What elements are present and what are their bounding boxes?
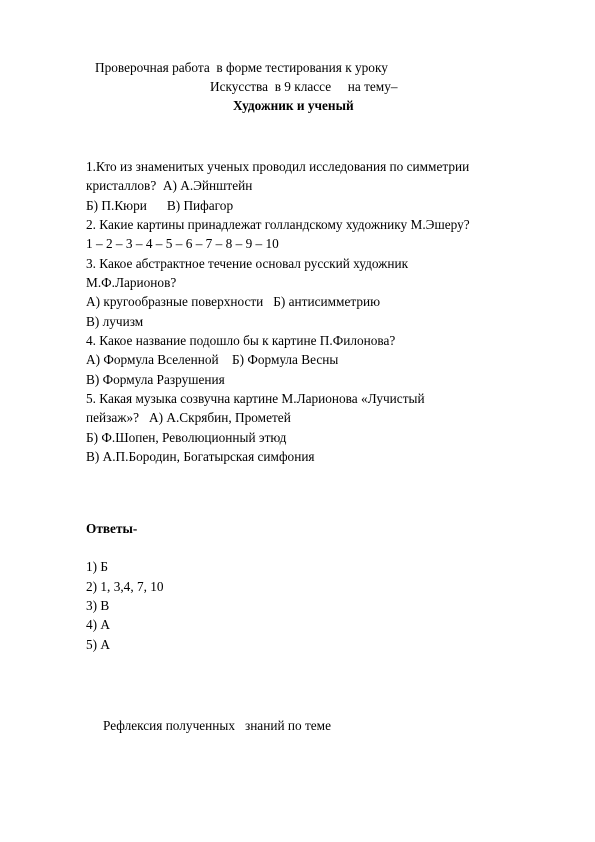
question-5-line-2: пейзаж»? А) А.Скрябин, Прометей (86, 410, 291, 425)
question-5-line-1: 5. Какая музыка созвучна картине М.Ларионова «Лучистый (86, 391, 425, 406)
answer-item-3: 3) В (86, 598, 110, 613)
header-line-1: Проверочная работа в форме тестирования к уроку (95, 60, 388, 75)
question-4-line-1: 4. Какое название подошло бы к картине П.Филонова? (86, 333, 396, 348)
question-5-line-3: Б) Ф.Шопен, Революционный этюд (86, 430, 287, 445)
answer-item-5: 5) А (86, 637, 111, 652)
question-2-line-1: 2. Какие картины принадлежат голландскому художнику М.Эшеру? (86, 217, 470, 232)
question-5-line-4: В) А.П.Бородин, Богатырская симфония (86, 449, 315, 464)
question-1-line-3: Б) П.Кюри В) Пифагор (86, 198, 234, 213)
question-1-line-1: 1.Кто из знаменитых ученых проводил исследования по симметрии (86, 159, 470, 174)
question-3-line-1: 3. Какое абстрактное течение основал русский художник (86, 256, 409, 271)
answers-heading: Ответы- (86, 521, 138, 536)
answer-item-2: 2) 1, 3,4, 7, 10 (86, 579, 164, 594)
question-1-line-2: кристаллов? А) А.Эйнштейн (86, 178, 253, 193)
question-3-line-3: А) кругообразные поверхности Б) антисимметрию (86, 294, 381, 309)
answer-item-4: 4) А (86, 617, 111, 632)
question-3-line-4: В) лучизм (86, 314, 144, 329)
answer-item-1: 1) Б (86, 559, 109, 574)
question-4-line-3: В) Формула Разрушения (86, 372, 225, 387)
document-title: Художник и ученый (233, 98, 354, 113)
question-2-line-2: 1 – 2 – 3 – 4 – 5 – 6 – 7 – 8 – 9 – 10 (86, 236, 279, 251)
question-3-line-2: М.Ф.Ларионов? (86, 275, 177, 290)
header-line-2: Искусства в 9 классе на тему– (210, 79, 398, 94)
reflection-line: Рефлексия полученных знаний по теме (103, 718, 332, 733)
question-4-line-2: А) Формула Вселенной Б) Формула Весны (86, 352, 339, 367)
